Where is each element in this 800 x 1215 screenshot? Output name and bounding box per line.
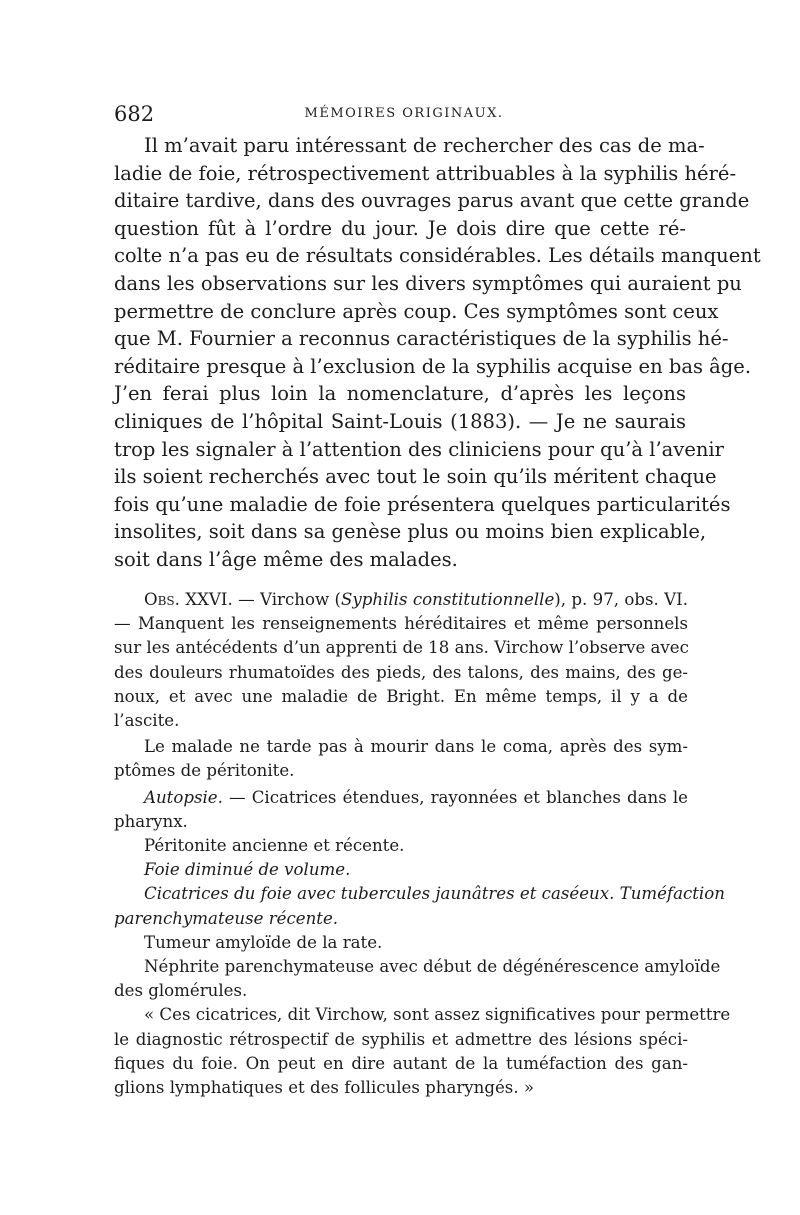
page-number: 682 [114, 102, 155, 126]
text-line [114, 858, 688, 882]
autopsy-text: — Cicatrices étendues, rayonnées et blanches dans le [222, 787, 688, 807]
text-line: ditaire tardive, dans des ouvrages parus avant que cette grande [114, 189, 750, 213]
liver-scars: Cicatrices du foie avec tubercules jaunâtres et caséeux. Tuméfaction [144, 884, 725, 904]
text-line: ils soient recherchés avec tout le soin qu’ils méritent chaque [114, 465, 717, 489]
text-line: que M. Fournier a reconnus caractéristiques de la syphilis hé- [114, 327, 729, 351]
text-line: permettre de conclure après coup. Ces symptômes sont ceux [114, 299, 719, 323]
text-line: des douleurs rhumatoïdes des pieds, des talons, des mains, des ge- [114, 662, 688, 682]
text-line: des glomérules. [114, 981, 248, 1001]
text-line [114, 882, 725, 906]
text-line: Néphrite parenchymateuse avec début de dégénérescence amyloïde [144, 957, 721, 977]
observation-source-ref: ), p. 97, obs. VI. [554, 590, 688, 609]
quote-line: glions lymphatiques et des follicules pharyngés. » [114, 1078, 535, 1098]
text-line: Il m’avait paru intéressant de rechercher des cas de ma- [144, 134, 705, 157]
text-line: Tumeur amyloïde de la rate. [144, 932, 383, 952]
text-line: colte n’a pas eu de résultats considérables. Les détails manquent [114, 244, 761, 268]
observation-label: Obs. XXVI. [144, 590, 233, 609]
text-line: — Manquent les renseignements héréditaires et même personnels [114, 614, 688, 634]
text-line: question fût à l’ordre du jour. Je dois dire que cette ré- [114, 216, 686, 240]
intro-paragraph [114, 132, 761, 574]
observation-source-title: Syphilis constitutionnelle [341, 590, 555, 609]
autopsy-label: Autopsie. [144, 787, 223, 807]
text-line: l’ascite. [114, 711, 180, 731]
text-line: trop les signaler à l’attention des cliniciens pour qu’à l’avenir [114, 437, 724, 461]
running-title: MÉMOIRES ORIGINAUX. [304, 106, 504, 121]
text-line: ptômes de péritonite. [114, 761, 295, 781]
observation-author: — Virchow ( [232, 590, 342, 609]
quote-line: « Ces cicatrices, dit Virchow, sont assez significatives pour permettre [144, 1005, 731, 1025]
quote-line: le diagnostic rétrospectif de syphilis et admettre des lésions spéci- [114, 1029, 688, 1049]
quote-line: fiques du foie. On peut en dire autant de la tuméfaction des gan- [114, 1053, 688, 1073]
page-header [114, 101, 694, 127]
observation-heading [114, 588, 688, 612]
liver-volume: Foie diminué de volume. [144, 860, 351, 880]
liver-scars-cont: parenchymateuse récente. [114, 908, 339, 928]
observation-xxvi [114, 588, 731, 1100]
text-line: fois qu’une maladie de foie présentera quelques particularités [114, 492, 731, 516]
text-line: pharynx. [114, 811, 188, 831]
text-line: réditaire presque à l’exclusion de la syphilis acquise en bas âge. [114, 354, 752, 378]
text-line: sur les antécédents d’un apprenti de 18 ans. Virchow l’observe avec [114, 638, 689, 658]
text-line [114, 907, 688, 931]
text-line: dans les observations sur les divers symptômes qui auraient pu [114, 271, 742, 295]
text-line: noux, et avec une maladie de Bright. En même temps, il y a de [114, 686, 688, 706]
text-line: insolites, soit dans sa genèse plus ou moins bien explicable, [114, 520, 707, 544]
text-line: soit dans l’âge même des malades. [114, 547, 458, 571]
text-line: ladie de foie, rétrospectivement attribuables à la syphilis héré- [114, 161, 737, 185]
text-line: Péritonite ancienne et récente. [144, 836, 405, 856]
text-line: Le malade ne tarde pas à mourir dans le coma, après des sym- [144, 737, 688, 757]
text-line: J’en ferai plus loin la nomenclature, d’après les leçons [114, 382, 686, 406]
autopsy-line [114, 786, 688, 810]
text-line: cliniques de l’hôpital Saint-Louis (1883). — Je ne saurais [114, 409, 686, 433]
